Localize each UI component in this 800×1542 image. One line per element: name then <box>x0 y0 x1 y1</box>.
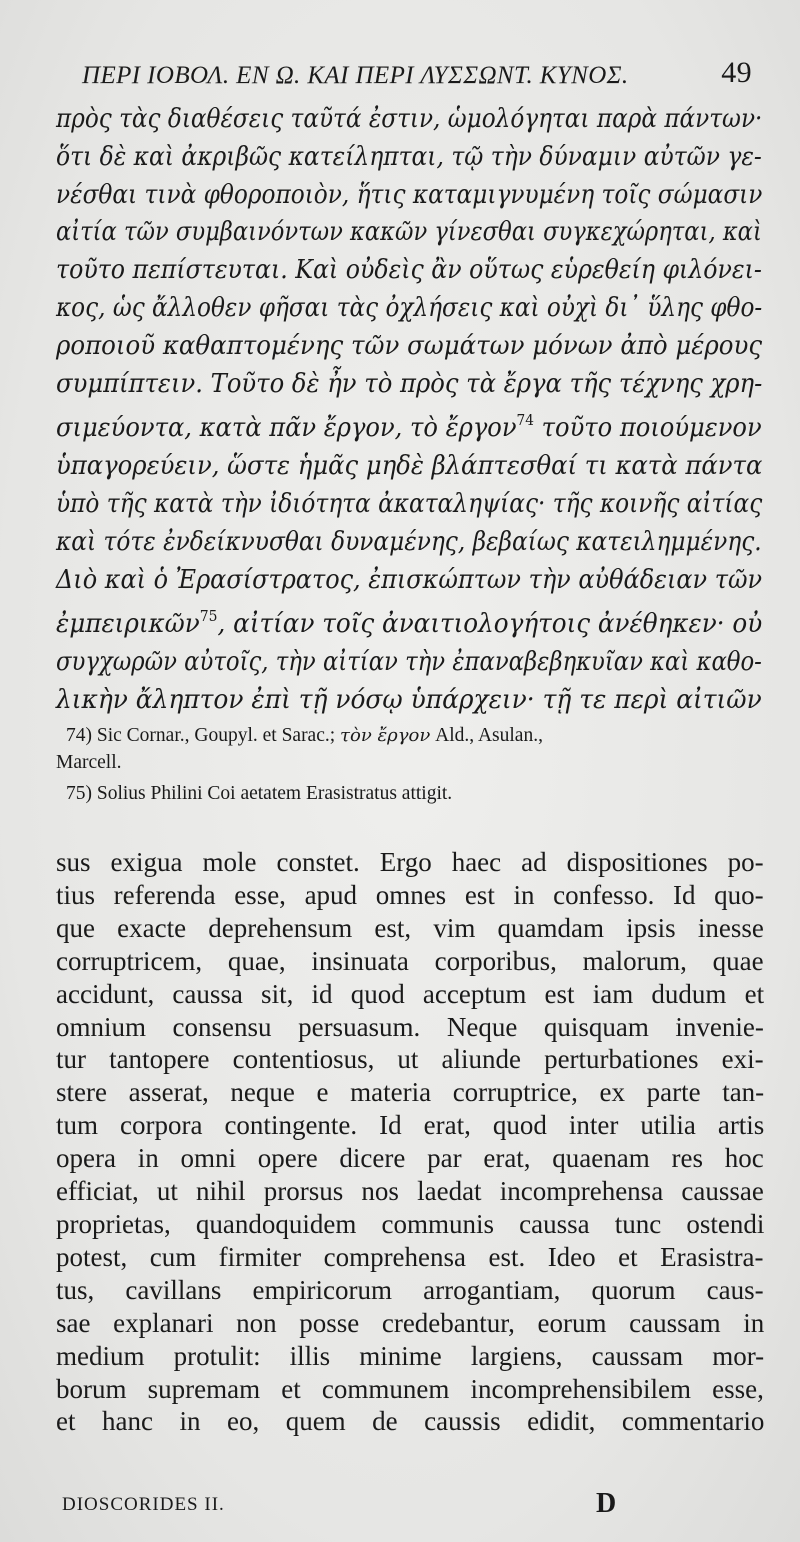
latin-line: proprietas, quandoquidem communis caussa tunc ostendi <box>56 1208 765 1239</box>
footnotes <box>56 722 764 807</box>
latin-line: opera in omni opere dicere par erat, quaenam res hoc <box>56 1143 764 1174</box>
latin-line: tum corpora contingente. Id erat, quod inter utilia artis <box>56 1110 765 1141</box>
greek-line: ὑπαγορεύειν, ὥστε ἡμᾶς μηδὲ βλάπτεσθαί τι κατὰ πάντα <box>56 450 763 482</box>
latin-line: medium protulit: illis minime largiens, caussam mor- <box>56 1340 765 1371</box>
greek-line: τοῦτο πεπίστευται. Καὶ οὐδεὶς ἂν οὕτως εὑρεθείη φιλόνει- <box>56 254 762 286</box>
latin-line: stere asserat, neque e materia corruptrice, ex parte tan- <box>56 1077 765 1108</box>
greek-line: κος, ὡς ἄλλοθεν φῆσαι τὰς ὀχλήσεις καὶ οὐχὶ δι᾽ ὕλης φθο- <box>56 291 763 323</box>
footnote-ref-75: 75 <box>199 607 218 626</box>
latin-line: corruptricem, quae, insinuata corporibus, malorum, quae <box>56 945 764 976</box>
latin-line: tius referenda esse, apud omnes est in confesso. Id quo- <box>56 879 764 910</box>
latin-line: omnium consensu persuasum. Neque quisquam invenie- <box>56 1011 764 1042</box>
greek-line: αἰτία τῶν συμβαινόντων κακῶν γίνεσθαι συγκεχώρηται, καὶ <box>56 216 762 248</box>
greek-line: συμπίπτειν. Τοῦτο δὲ ἦν τὸ πρὸς τὰ ἔργα τῆς τέχνης χρη- <box>56 367 763 399</box>
footnote-74-continuation: Marcell. <box>56 752 122 773</box>
latin-line: potest, cum firmiter comprehensa est. Ideo et Erasistra- <box>56 1241 764 1272</box>
latin-text-block <box>56 846 764 1438</box>
greek-line: σιμεύοντα, κατὰ πᾶν ἔργον, τὸ ἔργον$^{74}$ τοῦτο ποιούμενον <box>56 411 762 444</box>
latin-line: que exacte deprehensum est, vim quamdam ipsis inesse <box>56 912 764 943</box>
latin-line: efficiat, ut nihil prorsus nos laedat incomprehensa caussae <box>56 1176 764 1207</box>
greek-line: πρὸς τὰς διαθέσεις ταῦτά ἐστιν, ὡμολόγηται παρὰ πάντων· <box>56 103 763 134</box>
greek-text-block <box>56 100 762 719</box>
footnote-74: 74) Sic Cornar., Goupyl. et Sarac.; τὸν ἔργον Ald., Asulan., <box>66 725 543 746</box>
greek-line: λικὴν ἄληπτον ἐπὶ τῇ νόσῳ ὑπάρχειν· τῇ τε περὶ αἰτιῶν <box>56 683 762 715</box>
signature-text: DIOSCORIDES II. <box>62 1494 225 1515</box>
latin-line: tur tantopere contentiosus, ut aliunde perturbationes exi- <box>56 1044 764 1075</box>
latin-line: accidunt, caussa sit, id quod acceptum est iam dudum et <box>56 978 765 1009</box>
page-number: 49 <box>721 56 752 89</box>
greek-line: νέσθαι τινὰ φθοροποιὸν, ἥτις καταμιγνυμένη τοῖς σώμασιν <box>56 178 763 210</box>
latin-line: et hanc in eo, quem de caussis edidit, commentario <box>56 1406 765 1437</box>
greek-line: καὶ τότε ἐνδείκνυσθαι δυναμένης, βεβαίως κατειλημμένης. <box>56 525 762 557</box>
running-header <box>82 56 752 96</box>
greek-line: Διὸ καὶ ὁ Ἐρασίστρατος, ἐπισκώπτων τὴν αὐθάδειαν τῶν <box>56 563 763 595</box>
signature-letter: D <box>596 1488 617 1519</box>
printer-signature <box>62 1488 752 1528</box>
latin-line: sus exigua mole constet. Ergo haec ad dispositiones po- <box>56 847 764 877</box>
running-title: ΠΕΡΙ ΙΟΒΟΛ. ΕΝ Ω. ΚΑΙ ΠΕΡΙ ΛΥΣΣΩΝΤ. ΚΥΝΟΣ. <box>82 62 629 89</box>
greek-line: ὅτι δὲ καὶ ἀκριβῶς κατείληπται, τῷ τὴν δύναμιν αὐτῶν γε- <box>56 140 762 172</box>
greek-line: ὑπὸ τῆς κατὰ τὴν ἰδιότητα ἀκαταληψίας· τῆς κοινῆς αἰτίας <box>56 487 763 519</box>
greek-line: ἐμπειρικῶν$^{75}$, αἰτίαν τοῖς ἀναιτιολογήτοις ἀνέθηκεν· οὐ <box>56 607 763 640</box>
latin-line: sae explanari non posse credebantur, eorum caussam in <box>56 1307 765 1338</box>
latin-line: borum supremam et communem incomprehensibilem esse, <box>56 1373 764 1404</box>
greek-line: ροποιοῦ καθαπτομένης τῶν σωμάτων μόνων ἀπὸ μέρους <box>56 329 763 361</box>
footnote-ref-74: 74 <box>516 411 534 430</box>
greek-line: συγχωρῶν αὐτοῖς, τὴν αἰτίαν τὴν ἐπαναβεβηκυῖαν καὶ καθο- <box>56 646 762 678</box>
latin-line: tus, cavillans empiricorum arrogantiam, quorum caus- <box>56 1274 764 1305</box>
footnote-75: 75) Solius Philini Coi aetatem Erasistratus attigit. <box>66 783 453 804</box>
